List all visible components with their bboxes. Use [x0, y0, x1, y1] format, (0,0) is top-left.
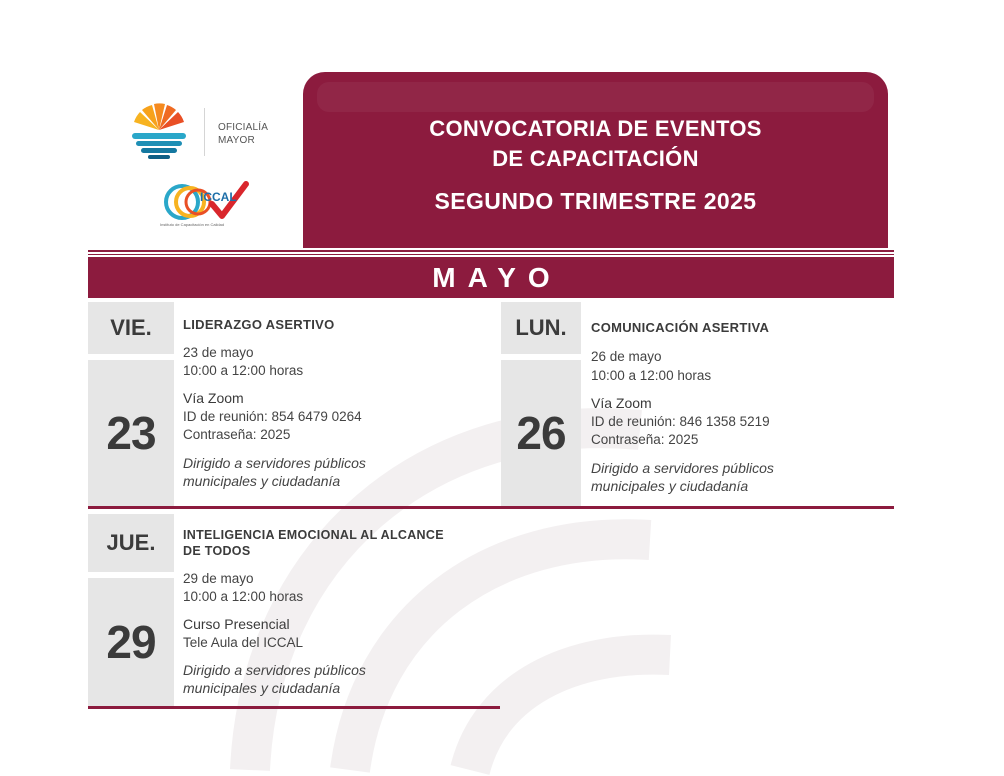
oficialia-mayor-label — [218, 121, 268, 147]
event-detail-1b: Contraseña: 2025 — [183, 427, 291, 442]
header-title — [303, 114, 888, 174]
iccal-wordmark: ICCAL — [200, 190, 237, 204]
header-title-line-2: DE CAPACITACIÓN — [492, 146, 699, 171]
row-divider — [88, 506, 894, 509]
event-detail-1a: ID de reunión: 854 6479 0264 — [183, 409, 362, 424]
event-title-3-line-2: DE TODOS — [183, 544, 251, 558]
event-date-1: 23 de mayo — [183, 345, 254, 360]
event-mode-2: Vía Zoom — [591, 395, 652, 411]
event-audience-1a: Dirigido a servidores públicos — [183, 455, 366, 471]
event-date-2: 26 de mayo — [591, 349, 662, 364]
header-panel — [303, 72, 888, 248]
event-title-1: LIDERAZGO ASERTIVO — [183, 317, 335, 332]
logo-divider — [204, 108, 205, 156]
month-label: MAYO — [432, 261, 562, 293]
iccal-caption: Instituto de Capacitación en Calidad — [160, 222, 225, 227]
event-title-3-line-1: INTELIGENCIA EMOCIONAL AL ALCANCE — [183, 528, 444, 542]
event-audience-2a: Dirigido a servidores públicos — [591, 460, 774, 476]
event-audience-3b: municipales y ciudadanía — [183, 680, 341, 696]
event-detail-3a: Tele Aula del ICCAL — [183, 635, 304, 650]
day-number-3: 29 — [88, 578, 174, 706]
day-number-1: 23 — [88, 360, 174, 506]
event-audience-3a: Dirigido a servidores públicos — [183, 662, 366, 678]
header-title-line-1: CONVOCATORIA DE EVENTOS — [429, 116, 762, 141]
event-title-3 — [183, 527, 444, 559]
event-mode-1: Vía Zoom — [183, 390, 244, 406]
event-detail-2b: Contraseña: 2025 — [591, 432, 699, 447]
header-rule-thin — [88, 254, 894, 255]
iccal-logo — [160, 176, 252, 228]
event-time-3: 10:00 a 12:00 horas — [183, 589, 304, 604]
header-rule — [88, 250, 894, 252]
month-bar — [88, 257, 894, 298]
event-detail-2a: ID de reunión: 846 1358 5219 — [591, 414, 770, 429]
event-title-2: COMUNICACIÓN ASERTIVA — [591, 320, 770, 335]
event-mode-3: Curso Presencial — [183, 616, 290, 632]
day-number-2: 26 — [501, 360, 581, 506]
weekday-tab-3: JUE. — [88, 514, 174, 572]
event-audience-1b: municipales y ciudadanía — [183, 473, 341, 489]
bottom-divider — [88, 706, 500, 709]
header-subtitle: SEGUNDO TRIMESTRE 2025 — [434, 188, 757, 214]
event-time-1: 10:00 a 12:00 horas — [183, 363, 304, 378]
logo-line-2: MAYOR — [218, 135, 255, 146]
weekday-tab-1: VIE. — [88, 302, 174, 354]
event-time-2: 10:00 a 12:00 horas — [591, 368, 712, 383]
event-date-3: 29 de mayo — [183, 571, 254, 586]
logo-line-1: OFICIALÍA — [218, 122, 269, 133]
weekday-tab-2: LUN. — [501, 302, 581, 354]
event-audience-2b: municipales y ciudadanía — [591, 478, 749, 494]
oficialia-sun-logo — [128, 100, 190, 162]
